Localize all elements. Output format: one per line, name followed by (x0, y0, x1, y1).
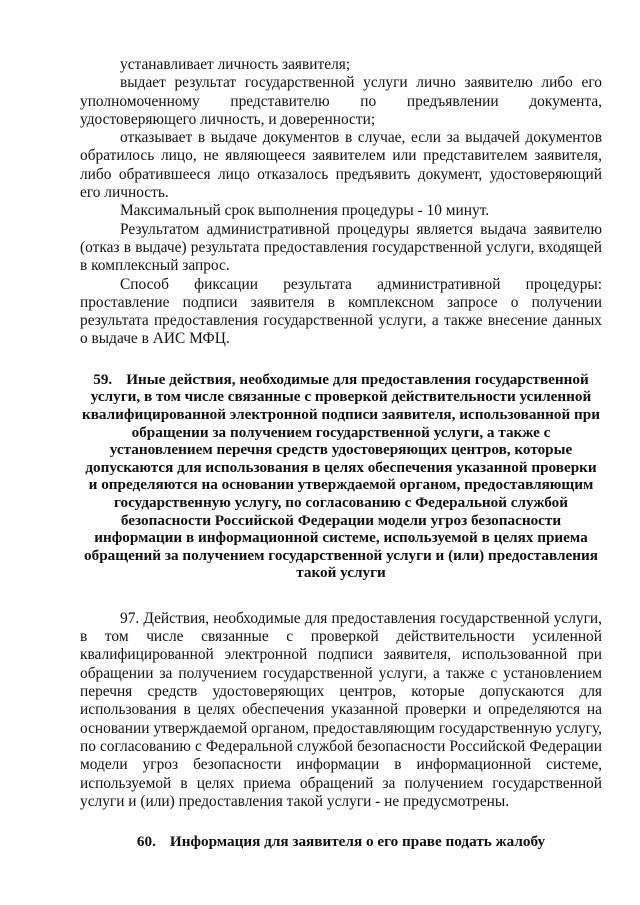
section-59-heading (80, 371, 602, 582)
section-59-number: 59. (93, 370, 113, 388)
paragraph-refuses: отказывает в выдаче документов в случае, если за выдачей документов обратилось лицо, не являющееся заявителем или представителем заявителя, либо обратившееся лицо отказалось предъявить документ, удостоверяющий его личность. (80, 129, 602, 202)
paragraph-fixation: Способ фиксации результата административной процедуры: проставление подписи заявителя в комплексном запросе о получении результата предоставления государственной услуги, а также внесение данных о выдаче в АИС МФЦ. (80, 275, 602, 348)
paragraph-issues-result: выдает результат государственной услуги лично заявителю либо его уполномоченному представителю по предъявлении документа, удостоверяющего личность, и доверенности; (80, 74, 602, 128)
paragraph-identity: устанавливает личность заявителя; (120, 56, 351, 73)
section-60-title: Информация для заявителя о его праве подать жалобу (169, 833, 546, 851)
paragraph-result: Результатом административной процедуры является выдача заявителю (отказ в выдаче) результата предоставления государственной услуги, входящей в комплексный запрос. (80, 220, 602, 275)
paragraph-97: 97. Действия, необходимые для предоставления государственной услуги, в том числе связанные с проверкой действительности усиленной квалифицированной электронной подписи заявителя, использованной при обращении за получением государственной услуги, а также с установлением перечня средств удостоверяющих центров, которые допускаются для использования в целях обеспечения указанной проверки и определяются на основании утверждаемой органом, предоставляющим государственную услугу, по согласованию с Федеральной службой безопасности Российской Федерации модели угроз безопасности информации в информационной системе, используемой в целях приема обращений за получением государственной услуги и (или) предоставления такой услуги - не предусмотрены. (80, 609, 602, 810)
section-60-number: 60. (136, 833, 156, 851)
paragraph-max-time: Максимальный срок выполнения процедуры - 10 минут. (120, 202, 490, 220)
page-content (80, 56, 602, 851)
section-60-heading (80, 833, 602, 851)
section-59-title: Иные действия, необходимые для предоставления государственной услуги, в том числе связанные с проверкой действительности усиленной квалифицированной электронной подписи заявителя, использованной при обращении за получением государственной услуги, а также с установлением перечня средств удостоверяющих центров, которые допускаются для использования в целях обеспечения указанной проверки и определяются на основании утверждаемой органом, предоставляющим государственную услугу, по согласованию с Федеральной службой безопасности Российской Федерации модели угроз безопасности информации в информационной системе, используемой в целях приема обращений за получением государственной услуги и (или) предоставления такой услуги (81, 370, 601, 582)
